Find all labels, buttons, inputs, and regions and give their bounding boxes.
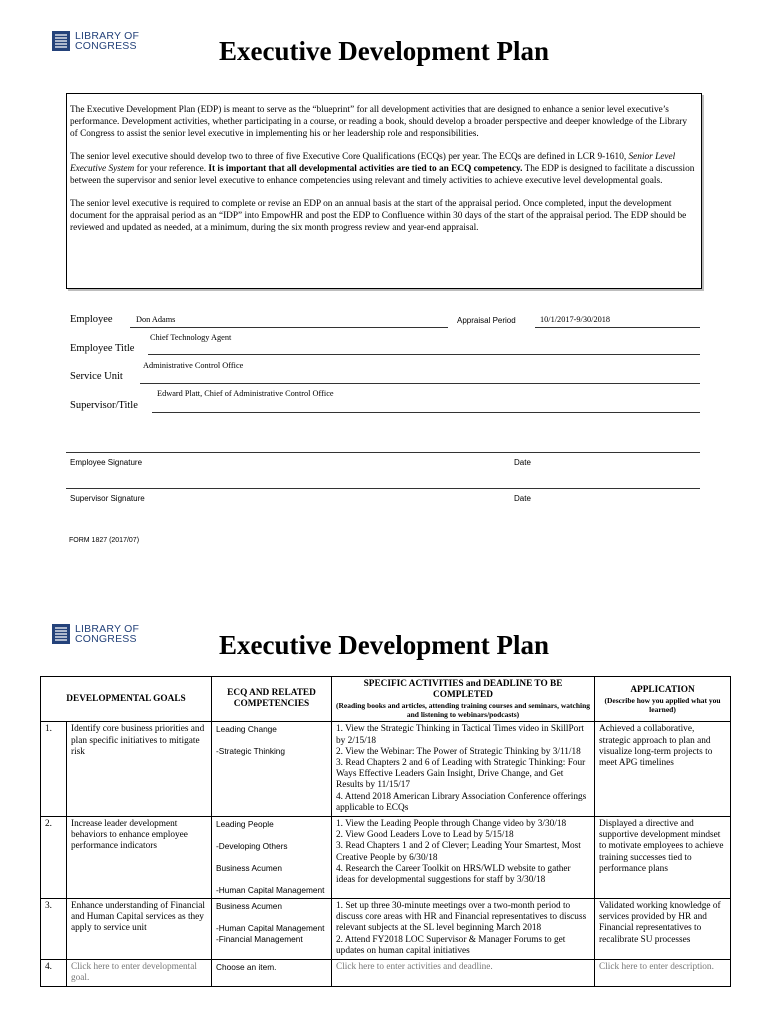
application-cell[interactable]: Validated working knowledge of services provided by HR and Financial representatives to recalibrate SU processes	[595, 899, 731, 960]
form-number: FORM 1827 (2017/07)	[69, 537, 140, 544]
para2-text-a: The senior level executive should develop two to three of five Executive Core Qualifications (ECQs) per year. The ECQs are defined in LCR 9-1610,	[70, 152, 629, 162]
table-row	[41, 817, 731, 899]
activity-item: 2. Attend FY2018 LOC Supervisor & Manager Forums to get updates on human capital initiatives	[336, 934, 566, 956]
logo-line1: LIBRARY OF	[75, 622, 140, 635]
competency-item: -Human Capital Management	[216, 923, 325, 934]
competency-dropdown[interactable]	[212, 960, 332, 987]
header-activities	[332, 677, 595, 722]
table-row	[41, 899, 731, 960]
employee-title-underline	[148, 354, 700, 355]
activity-item: 1. View the Strategic Thinking in Tactical Times video in SkillPort by 2/15/18	[336, 724, 585, 746]
header-activities-text: SPECIFIC ACTIVITIES and DEADLINE TO BE COMPLETED	[363, 679, 563, 701]
intro-paragraph-1: The Executive Development Plan (EDP) is meant to serve as the “blueprint” for all development activities that are designed to enhance a senior level executive’s performance. Development activities, whether participating in a course, or reading a book, should develop a broader perspective and deeper knowledge of the Library of Congress to assist the senior level executive in implementing his or her leadership role and responsibilities.	[70, 105, 687, 139]
appraisal-period-field[interactable]: 10/1/2017-9/30/2018	[540, 315, 611, 324]
divider-line-1	[66, 452, 700, 453]
development-plan-table	[40, 676, 731, 987]
supervisor-field[interactable]: Edward Platt, Chief of Administrative Control Office	[157, 389, 334, 398]
employee-title-field[interactable]: Chief Technology Agent	[150, 333, 232, 342]
activity-item: 3. Read Chapters 2 and 6 of Leading with Strategic Thinking: Four Ways Effective Leaders Gain Insight, Drive Change, and Get Results by 11/15/17	[336, 758, 586, 791]
competency-item: -Human Capital Management	[216, 885, 325, 896]
header-goals-text: DEVELOPMENTAL GOALS	[66, 693, 186, 704]
activity-item: 4. Research the Career Toolkit on HRS/WLD website to gather ideas for developmental suggestions for staff by 3/30/18	[336, 863, 571, 886]
competency-item: Leading People	[216, 819, 274, 830]
competency-item: -Financial Management	[216, 934, 303, 945]
supervisor-label: Supervisor/Title	[70, 400, 138, 411]
competency-item: -Strategic Thinking	[216, 746, 286, 757]
header-activities-sub: (Reading books and articles, attending training courses and seminars, watching and listening to webinars/podcasts)	[336, 701, 590, 720]
competency-item: -Developing Others	[216, 841, 288, 852]
para2-text-b: for your reference.	[134, 164, 209, 174]
employee-field[interactable]: Don Adams	[136, 315, 176, 324]
intro-paragraph-2	[70, 151, 695, 187]
employee-signature-label: Employee Signature	[70, 458, 143, 467]
employee-date-label: Date	[514, 458, 531, 467]
goal-cell[interactable]: Enhance understanding of Financial and Human Capital services as they apply to service unit	[67, 899, 212, 960]
competency-item: Leading Change	[216, 724, 277, 735]
row-number: 3.	[41, 899, 67, 960]
para2-text-c: The EDP is designed to facilitate a discussion between the supervisor and senior level executive to enhance competencies using relevant and timely activities to achieve executive level developmental goals.	[70, 164, 695, 186]
application-placeholder[interactable]: Click here to enter description.	[595, 960, 731, 987]
header-application	[595, 677, 731, 722]
row-number: 2.	[41, 817, 67, 899]
appraisal-period-label: Appraisal Period	[457, 316, 516, 325]
supervisor-signature-label: Supervisor Signature	[70, 494, 145, 503]
activities-placeholder[interactable]	[332, 960, 595, 987]
goal-placeholder[interactable]: Click here to enter developmental goal.	[67, 960, 212, 987]
service-unit-underline	[140, 383, 700, 384]
intro-paragraph-3: The senior level executive is required to complete or revise an EDP on an annual basis at the start of the appraisal period. Once completed, input the development document for the appraisal period as an “IDP” into EmpowHR and post the EDP to Confluence within 30 days of the start of the appraisal period. The EDP should be reviewed and updated as needed, at a minimum, during the six month progress review and year-end appraisal.	[70, 199, 687, 233]
goal-cell[interactable]: Increase leader development behaviors to enhance employee performance indicators	[67, 817, 212, 899]
employee-label: Employee	[70, 314, 113, 325]
activity-item: Click here to enter activities and deadline.	[336, 962, 493, 973]
row-number: 1.	[41, 722, 67, 817]
competency-item: Business Acumen	[216, 901, 282, 912]
activity-item: 3. Read Chapters 1 and 2 of Clever; Leading Your Smartest, Most Creative People by 6/30/18	[336, 841, 581, 863]
logo-line1: LIBRARY OF	[75, 29, 140, 42]
supervisor-date-label: Date	[514, 494, 531, 503]
logo-line2: CONGRESS	[75, 40, 137, 52]
header-goals	[41, 677, 212, 722]
header-application-sub: (Describe how you applied what you learned)	[604, 695, 721, 714]
appraisal-underline	[535, 327, 700, 328]
logo-line2: CONGRESS	[75, 633, 137, 645]
table-row	[41, 722, 731, 817]
competency-cell[interactable]	[212, 722, 332, 817]
activity-item: 1. Set up three 30-minute meetings over a two-month period to discuss core areas with HR and Financial representatives to discuss relevant subjects at the SL level beginning March 2018	[336, 901, 587, 934]
application-cell[interactable]: Displayed a directive and supportive development mindset to motivate employees to achieve training successes tied to performance plans	[595, 817, 731, 899]
application-cell[interactable]: Achieved a collaborative, strategic approach to plan and visualize long-term projects to meet APG timelines	[595, 722, 731, 817]
competency-cell[interactable]	[212, 817, 332, 899]
divider-line-2	[66, 488, 700, 489]
para2-italic: Senior Level Executive System	[70, 152, 676, 174]
header-ecq	[212, 677, 332, 722]
page-title-2: Executive Development Plan	[219, 630, 549, 660]
row-number: 4.	[41, 960, 67, 987]
employee-underline	[130, 327, 448, 328]
header-ecq-text: ECQ AND RELATED COMPETENCIES	[227, 688, 316, 710]
activities-cell[interactable]	[332, 817, 595, 899]
competency-cell[interactable]	[212, 899, 332, 960]
activities-cell[interactable]	[332, 899, 595, 960]
goal-cell[interactable]: Identify core business priorities and plan specific initiatives to mitigate risk	[67, 722, 212, 817]
activity-item: 2. View the Webinar: The Power of Strategic Thinking by 3/11/18	[336, 746, 581, 757]
service-unit-field[interactable]: Administrative Control Office	[143, 361, 244, 370]
para2-bold: It is important that all developmental activities are tied to an ECQ competency.	[208, 164, 523, 174]
activity-item: 4. Attend 2018 American Library Association Conference offerings applicable to ECQs	[336, 791, 587, 813]
header-application-text: APPLICATION	[630, 684, 695, 695]
supervisor-underline	[152, 412, 700, 413]
employee-title-label: Employee Title	[70, 343, 135, 354]
choose-item-text: Choose an item.	[216, 962, 277, 973]
service-unit-label: Service Unit	[70, 371, 123, 382]
page-title: Executive Development Plan	[219, 36, 549, 66]
competency-item: Business Acumen	[216, 863, 282, 874]
intro-box	[66, 93, 702, 289]
table-row	[41, 960, 731, 987]
activity-item: 2. View Good Leaders Love to Lead by 5/15/18	[336, 830, 514, 841]
activities-cell[interactable]	[332, 722, 595, 817]
activity-item: 1. View the Leading People through Change video by 3/30/18	[336, 819, 567, 830]
